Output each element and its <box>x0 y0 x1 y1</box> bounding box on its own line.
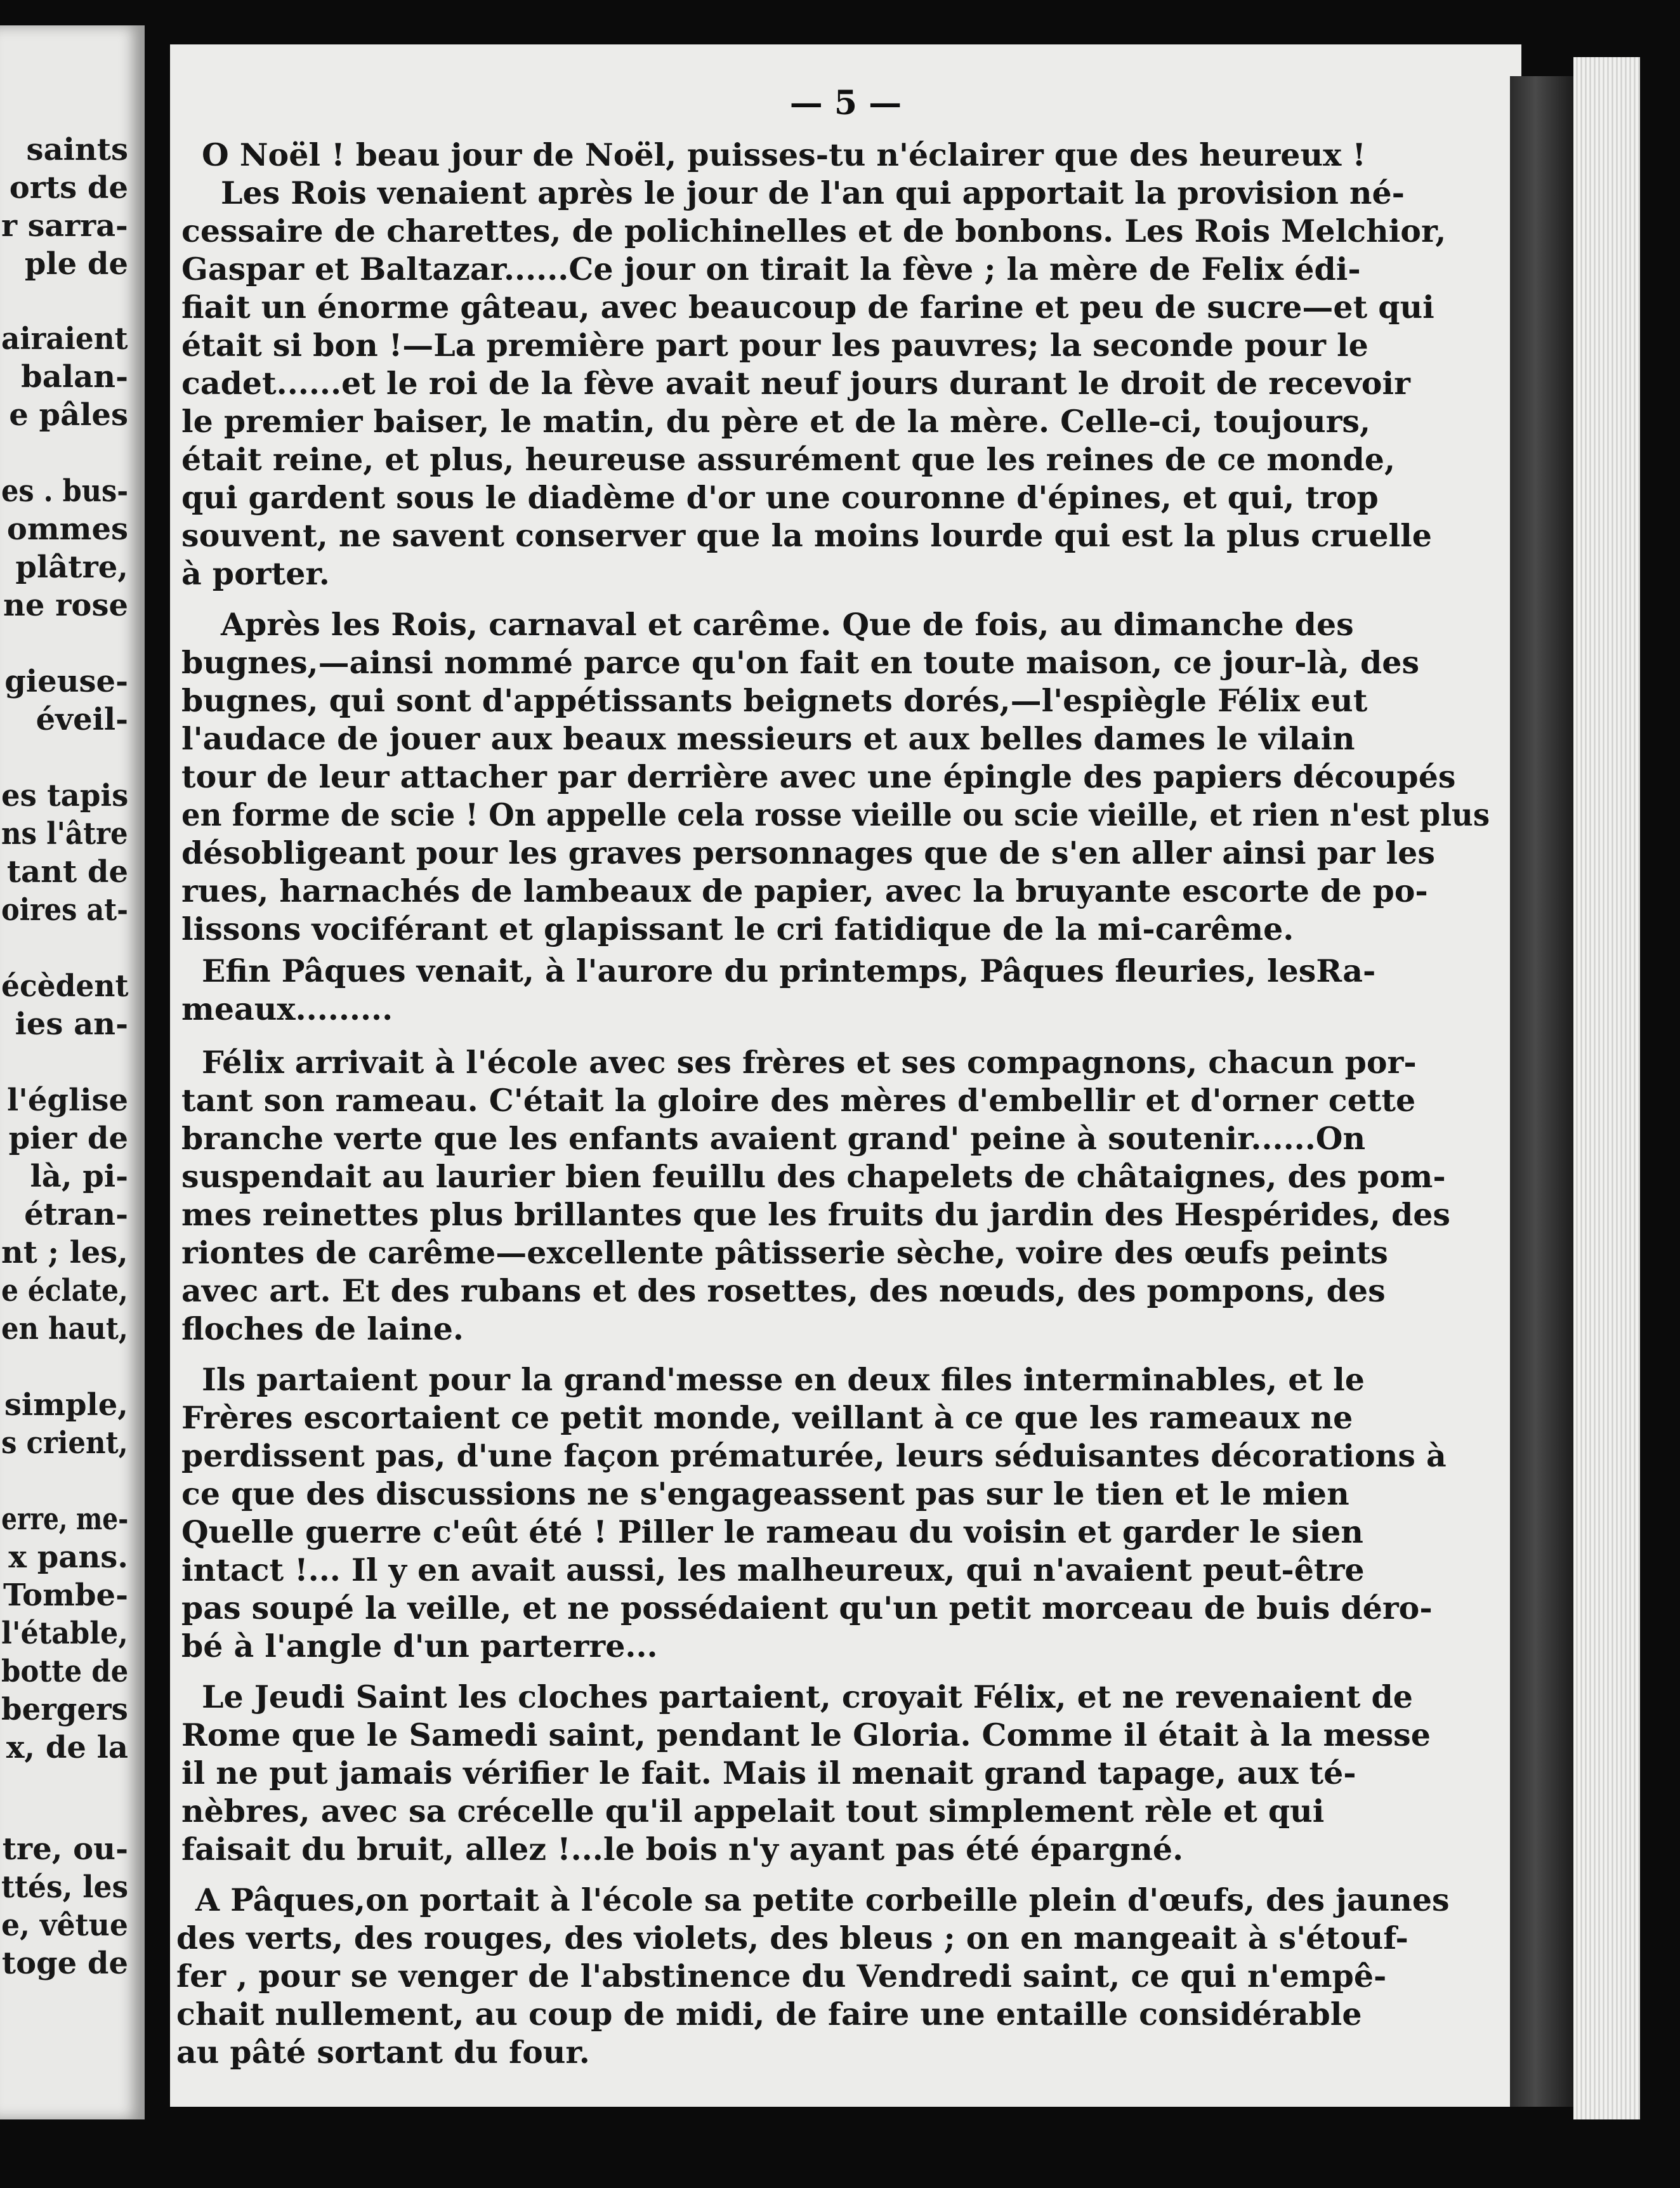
text-fragment: saints <box>26 132 128 168</box>
text-fragment: bergers <box>1 1692 128 1727</box>
text-line: Le Jeudi Saint les cloches partaient, croyait Félix, et ne revenaient de <box>202 1678 1413 1715</box>
text-line: désobligeant pour les graves personnages que de s'en aller ainsi par les <box>181 834 1435 871</box>
text-line: Après les Rois, carnaval et carême. Que de fois, au dimanche des <box>221 606 1354 643</box>
text-line: fer , pour se venger de l'abstinence du Vendredi saint, ce qui n'empê- <box>176 1958 1387 1994</box>
page-number: — 5 — <box>789 84 902 122</box>
text-line: en forme de scie ! On appelle cela rosse vieille ou scie vieille, et rien n'est plus <box>181 796 1490 833</box>
text-line: meaux......... <box>181 991 393 1027</box>
text-fragment: s crient, <box>1 1425 128 1461</box>
text-fragment: x, de la <box>6 1730 128 1765</box>
text-fragment: l'étable, <box>1 1616 128 1651</box>
text-line: O Noël ! beau jour de Noël, puisses-tu n'éclairer que des heureux ! <box>202 136 1366 173</box>
text-line: Quelle guerre c'eût été ! Piller le rameau du voisin et garder le sien <box>181 1513 1363 1550</box>
text-fragment: pier de <box>8 1121 128 1156</box>
text-fragment: es tapis <box>1 778 128 814</box>
text-line: des verts, des rouges, des violets, des bleus ; on en mangeait à s'étouf- <box>176 1920 1408 1956</box>
text-line: lissons vociférant et glapissant le cri fatidique de la mi-carême. <box>181 911 1294 947</box>
text-line: chait nullement, au coup de midi, de faire une entaille considérable <box>176 1996 1362 2033</box>
text-fragment: e pâles <box>9 397 128 433</box>
text-line: bugnes, qui sont d'appétissants beignets dorés,—l'espiègle Félix eut <box>181 682 1368 719</box>
text-fragment: ttés, les <box>1 1869 128 1905</box>
text-fragment: oires at- <box>1 892 128 928</box>
text-fragment: ple de <box>24 246 128 282</box>
text-line: Félix arrivait à l'école avec ses frères et ses compagnons, chacun por- <box>202 1044 1417 1081</box>
text-line: qui gardent sous le diadème d'or une couronne d'épines, et qui, trop <box>181 479 1379 516</box>
text-line: rues, harnachés de lambeaux de papier, avec la bruyante escorte de po- <box>181 873 1428 909</box>
text-line: à porter. <box>181 555 330 592</box>
text-fragment: nt ; les, <box>1 1235 128 1270</box>
text-line: perdissent pas, d'une façon prématurée, leurs séduisantes décorations à <box>181 1437 1447 1474</box>
text-line: Frères escortaient ce petit monde, veillant à ce que les rameaux ne <box>181 1399 1353 1436</box>
text-line: A Pâques,on portait à l'école sa petite corbeille plein d'œufs, des jaunes <box>195 1882 1450 1918</box>
text-fragment: es . bus- <box>1 473 128 509</box>
text-line: tour de leur attacher par derrière avec une épingle des papiers découpés <box>181 758 1456 795</box>
text-line: Efin Pâques venait, à l'aurore du printemps, Pâques fleuries, lesRa- <box>202 952 1376 989</box>
text-line: le premier baiser, le matin, du père et de la mère. Celle-ci, toujours, <box>181 403 1371 440</box>
text-line: au pâté sortant du four. <box>176 2034 590 2071</box>
text-line: Gaspar et Baltazar......Ce jour on tirait la fève ; la mère de Felix édi- <box>181 251 1361 287</box>
text-fragment: Tombe- <box>3 1578 128 1613</box>
text-fragment: x pans. <box>8 1539 128 1575</box>
text-line: Ils partaient pour la grand'messe en deux files interminables, et le <box>202 1361 1365 1398</box>
background <box>1640 57 1680 2119</box>
text-line: mes reinettes plus brillantes que les fruits du jardin des Hespérides, des <box>181 1196 1451 1233</box>
text-line: Rome que le Samedi saint, pendant le Gloria. Comme il était à la messe <box>181 1717 1431 1753</box>
text-fragment: l'église <box>6 1083 128 1118</box>
text-line: était reine, et plus, heureuse assurément que les reines de ce monde, <box>181 441 1396 478</box>
text-line: bugnes,—ainsi nommé parce qu'on fait en toute maison, ce jour-là, des <box>181 644 1420 681</box>
text-fragment: ommes <box>6 511 128 547</box>
text-fragment: plâtre, <box>15 550 128 585</box>
text-line: tant son rameau. C'était la gloire des mères d'embellir et d'orner cette <box>181 1082 1416 1119</box>
text-fragment: étran- <box>24 1197 128 1232</box>
text-fragment: ne rose <box>3 588 128 623</box>
text-line: cadet......et le roi de la fève avait neuf jours durant le droit de recevoir <box>181 365 1410 402</box>
text-line: riontes de carême—excellente pâtisserie sèche, voire des œufs peints <box>181 1234 1388 1271</box>
text-line: l'audace de jouer aux beaux messieurs et aux belles dames le vilain <box>181 720 1355 757</box>
text-line: pas soupé la veille, et ne possédaient qu'un petit morceau de buis déro- <box>181 1590 1433 1626</box>
text-fragment: tant de <box>6 854 128 890</box>
text-line: fiait un énorme gâteau, avec beaucoup de farine et peu de sucre—et qui <box>181 289 1434 326</box>
text-fragment: toge de <box>1 1946 128 1981</box>
text-line: intact !... Il y en avait aussi, les malheureux, qui n'avaient peut-être <box>181 1552 1365 1588</box>
text-fragment: ies an- <box>15 1006 128 1042</box>
text-line: était si bon !—La première part pour les pauvres; la seconde pour le <box>181 327 1368 364</box>
text-line: il ne put jamais vérifier le fait. Mais il menait grand tapage, aux té- <box>181 1755 1356 1791</box>
text-line: souvent, ne savent conserver que la moins lourde qui est la plus cruelle <box>181 517 1432 554</box>
text-fragment: e éclate, <box>1 1273 128 1308</box>
book-page-edges <box>1573 57 1643 2119</box>
text-line: floches de laine. <box>181 1310 464 1347</box>
text-fragment: botte de <box>1 1654 128 1689</box>
text-fragment: orts de <box>9 170 128 206</box>
text-line: suspendait au laurier bien feuillu des chapelets de châtaignes, des pom- <box>181 1158 1446 1195</box>
text-line: faisait du bruit, allez !...le bois n'y ayant pas été épargné. <box>181 1831 1184 1868</box>
text-fragment: gieuse- <box>4 664 128 699</box>
text-line: cessaire de charettes, de polichinelles et de bonbons. Les Rois Melchior, <box>181 213 1447 249</box>
text-fragment: e, vêtue <box>1 1908 128 1943</box>
page <box>170 44 1521 2107</box>
text-fragment: là, pi- <box>30 1159 128 1194</box>
text-fragment: ns l'âtre <box>1 816 128 852</box>
text-line: nèbres, avec sa crécelle qu'il appelait tout simplement rèle et qui <box>181 1793 1325 1829</box>
text-line: bé à l'angle d'un parterre... <box>181 1628 658 1664</box>
text-fragment: tre, ou- <box>2 1831 128 1867</box>
previous-page-fragment <box>0 25 145 2119</box>
text-fragment: airaient <box>1 321 128 357</box>
text-fragment: en haut, <box>1 1311 128 1347</box>
text-line: Les Rois venaient après le jour de l'an qui apportait la provision né- <box>221 175 1405 211</box>
text-fragment: balan- <box>21 359 128 395</box>
text-fragment: écèdent <box>1 968 128 1004</box>
page-gutter <box>1510 76 1573 2107</box>
text-fragment: erre, me- <box>1 1501 128 1537</box>
text-line: ce que des discussions ne s'engageassent pas sur le tien et le mien <box>181 1475 1349 1512</box>
text-fragment: simple, <box>4 1387 128 1423</box>
text-fragment: r sarra- <box>1 208 128 244</box>
text-fragment: éveil- <box>36 702 128 737</box>
text-line: avec art. Et des rubans et des rosettes, des nœuds, des pompons, des <box>181 1272 1386 1309</box>
text-line: branche verte que les enfants avaient grand' peine à soutenir......On <box>181 1120 1366 1157</box>
